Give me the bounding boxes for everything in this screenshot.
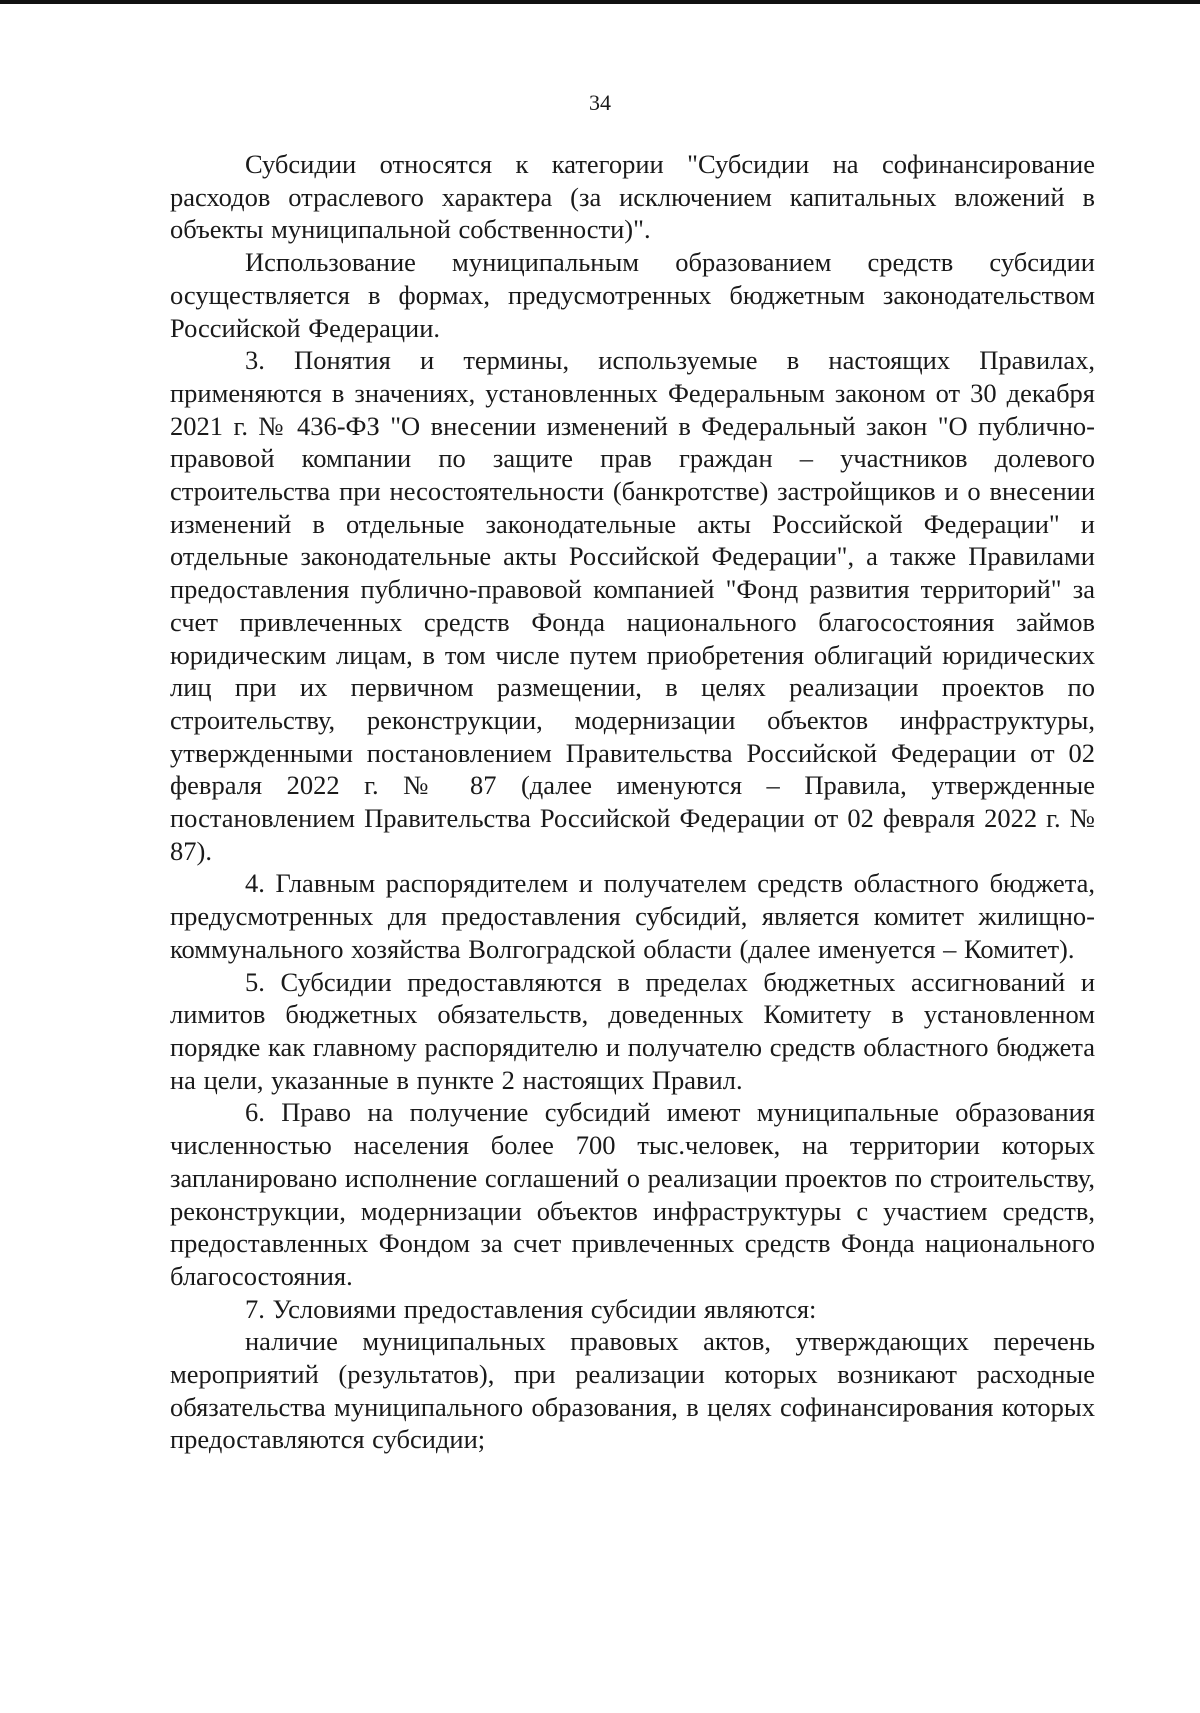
paragraph-subsidy-category: Субсидии относятся к категории "Субсидии на софинансирование расходов отраслевого характера (за исключением капитальных вложений в объекты муниципальной собственности)". — [170, 149, 1095, 245]
paragraph-3-terms: 3. Понятия и термины, используемые в настоящих Правилах, применяются в значениях, установленных Федеральным законом от 30 декабря 2021 г. № 436-ФЗ "О внесении изменений в Федеральный закон "О публично-правовой компании по защите прав граждан – участников долевого строительства при несостоятельности (банкротстве) застройщиков и о внесении изменений в отдельные законодательные акты Российской Федерации" и отдельные законодательные акты Российской Федерации", а также Правилами предоставления публично-правовой компанией "Фонд развития территорий" за счет привлеченных средств Фонда национального благосостояния займов юридическим лицам, в том числе путем приобретения облигаций юридических лиц при их первичном размещении, в целях реализации проектов по строительству, реконструкции, модернизации объектов инфраструктуры, утвержденными постановлением Правительства Российской Федерации от 02 февраля 2022 г. № 87 (далее именуются – Правила, утвержденные постановлением Правительства Российской Федерации от 02 февраля 2022 г. № 87). — [170, 345, 1095, 866]
scan-top-edge — [0, 0, 1200, 4]
paragraph-5-limits: 5. Субсидии предоставляются в пределах бюджетных ассигнований и лимитов бюджетных обязательств, доведенных Комитету в установленном порядке как главному распорядителю и получателю средств областного бюджета на цели, указанные в пункте 2 настоящих Правил. — [170, 966, 1095, 1095]
paragraph-subsidy-usage: Использование муниципальным образованием средств субсидии осуществляется в формах, предусмотренных бюджетным законодательством Российской Федерации. — [170, 247, 1095, 343]
paragraph-7-conditions: 7. Условиями предоставления субсидии являются: — [245, 1293, 817, 1324]
paragraph-4-main-manager: 4. Главным распорядителем и получателем средств областного бюджета, предусмотренных для предоставления субсидий, является комитет жилищно-коммунального хозяйства Волгоградской области (далее именуется – Комитет). — [170, 868, 1095, 964]
document-body — [170, 148, 1095, 1456]
paragraph-7-condition-acts: наличие муниципальных правовых актов, утверждающих перечень мероприятий (результатов), при реализации которых возникают расходные обязательства муниципального образования, в целях софинансирования которых предоставляются субсидии; — [170, 1326, 1095, 1455]
paragraph-6-eligibility: 6. Право на получение субсидий имеют муниципальные образования численностью населения более 700 тыс.человек, на территории которых запланировано исполнение соглашений о реализации проектов по строительству, реконструкции, модернизации объектов инфраструктуры с участием средств, предоставленных Фондом за счет привлеченных средств Фонда национального благосостояния. — [170, 1097, 1095, 1291]
page-number: 34 — [589, 90, 611, 115]
